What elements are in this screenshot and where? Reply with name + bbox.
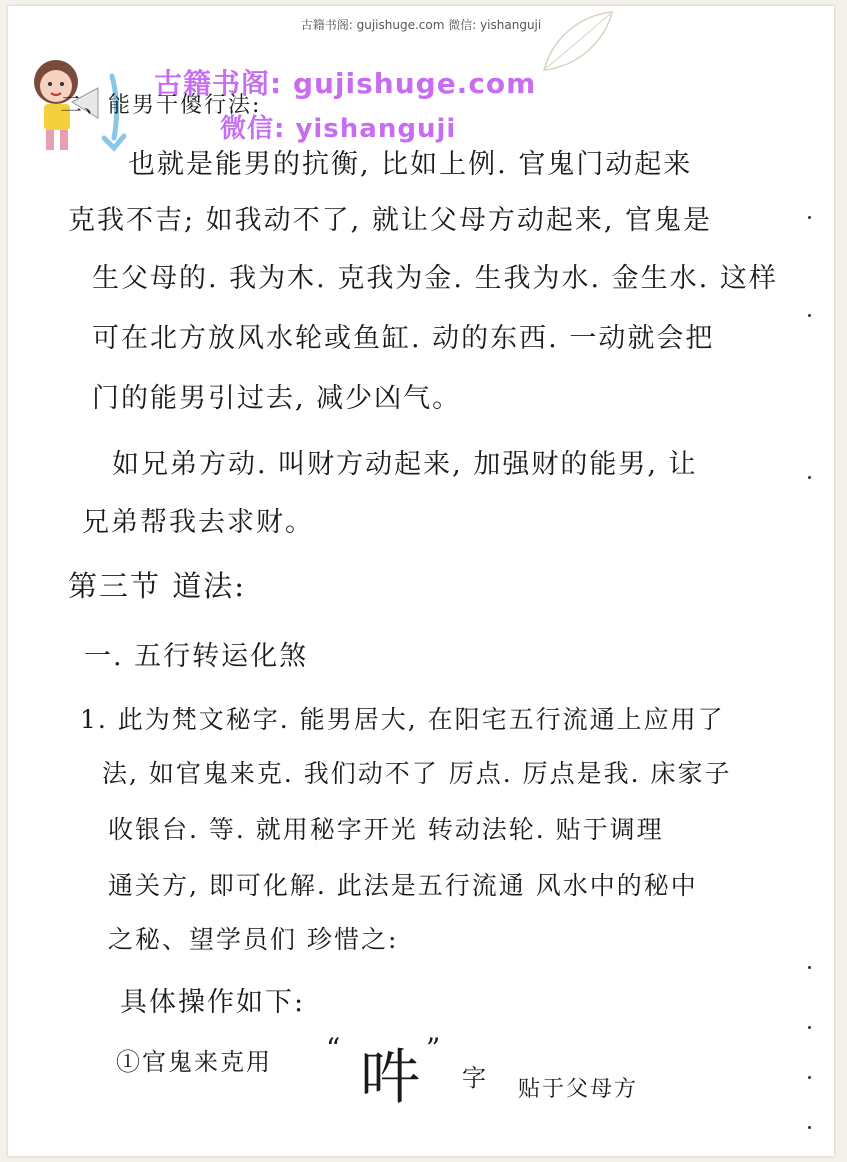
section-title: 第三节 道法: (68, 569, 246, 603)
leaf-icon (536, 8, 616, 78)
item1-line-3: 收银台. 等. 就用秘字开光 转动法轮. 贴于调理 (108, 815, 664, 844)
para2-line-2: 兄弟帮我去求财。 (82, 507, 314, 538)
para2-line-1: 如兄弟方动. 叫财方动起来, 加强财的能男, 让 (112, 449, 698, 480)
step1-char-label: 字 (462, 1064, 488, 1092)
section2-heading: 二、能男干傻行法: (60, 93, 262, 118)
para1-line-2: 克我不吉; 如我动不了, 就让父母方动起来, 官鬼是 (68, 205, 713, 236)
step1-suffix: 贴于父母方 (518, 1077, 639, 1102)
margin-dot (808, 314, 811, 317)
subsection-title: 一. 五行转运化煞 (84, 641, 309, 672)
step1-glyph: 吽 (360, 1043, 420, 1113)
margin-dot (808, 966, 811, 969)
para1-line-5: 门的能男引过去, 减少凶气。 (92, 383, 462, 414)
watermark-line-1: 古籍书阁: gujishuge.com (154, 67, 537, 100)
para1-line-1: 也就是能男的抗衡, 比如上例. 官鬼门动起来 (128, 149, 693, 180)
margin-dot (808, 216, 811, 219)
item1-line-5: 之秘、望学员们 珍惜之: (108, 925, 399, 954)
item1-line-4: 通关方, 即可化解. 此法是五行流通 风水中的秘中 (108, 871, 698, 900)
step1-close-quote: ” (426, 1032, 443, 1065)
margin-dot (808, 1126, 811, 1129)
para1-line-3: 生父母的. 我为木. 克我为金. 生我为水. 金生水. 这样 (92, 263, 778, 294)
item1-line-2: 法, 如官鬼来克. 我们动不了 厉点. 厉点是我. 床家子 (102, 759, 732, 788)
margin-dot (808, 476, 811, 479)
margin-dot (808, 1026, 811, 1029)
site-header: 古籍书阁: gujishuge.com 微信: yishanguji (300, 18, 542, 32)
watermark-line-2: 微信: yishanguji (220, 114, 457, 144)
para1-line-4: 可在北方放风水轮或鱼缸. 动的东西. 一动就会把 (92, 323, 715, 354)
document-page (8, 6, 834, 1156)
step1-open-quote: “ (326, 1032, 343, 1065)
procedure-label: 具体操作如下: (120, 987, 306, 1018)
margin-dot (808, 1076, 811, 1079)
step1-prefix: ①官鬼来克用 (116, 1048, 272, 1076)
item1-line-1: 1. 此为梵文秘字. 能男居大, 在阳宅五行流通上应用了 (80, 705, 725, 734)
